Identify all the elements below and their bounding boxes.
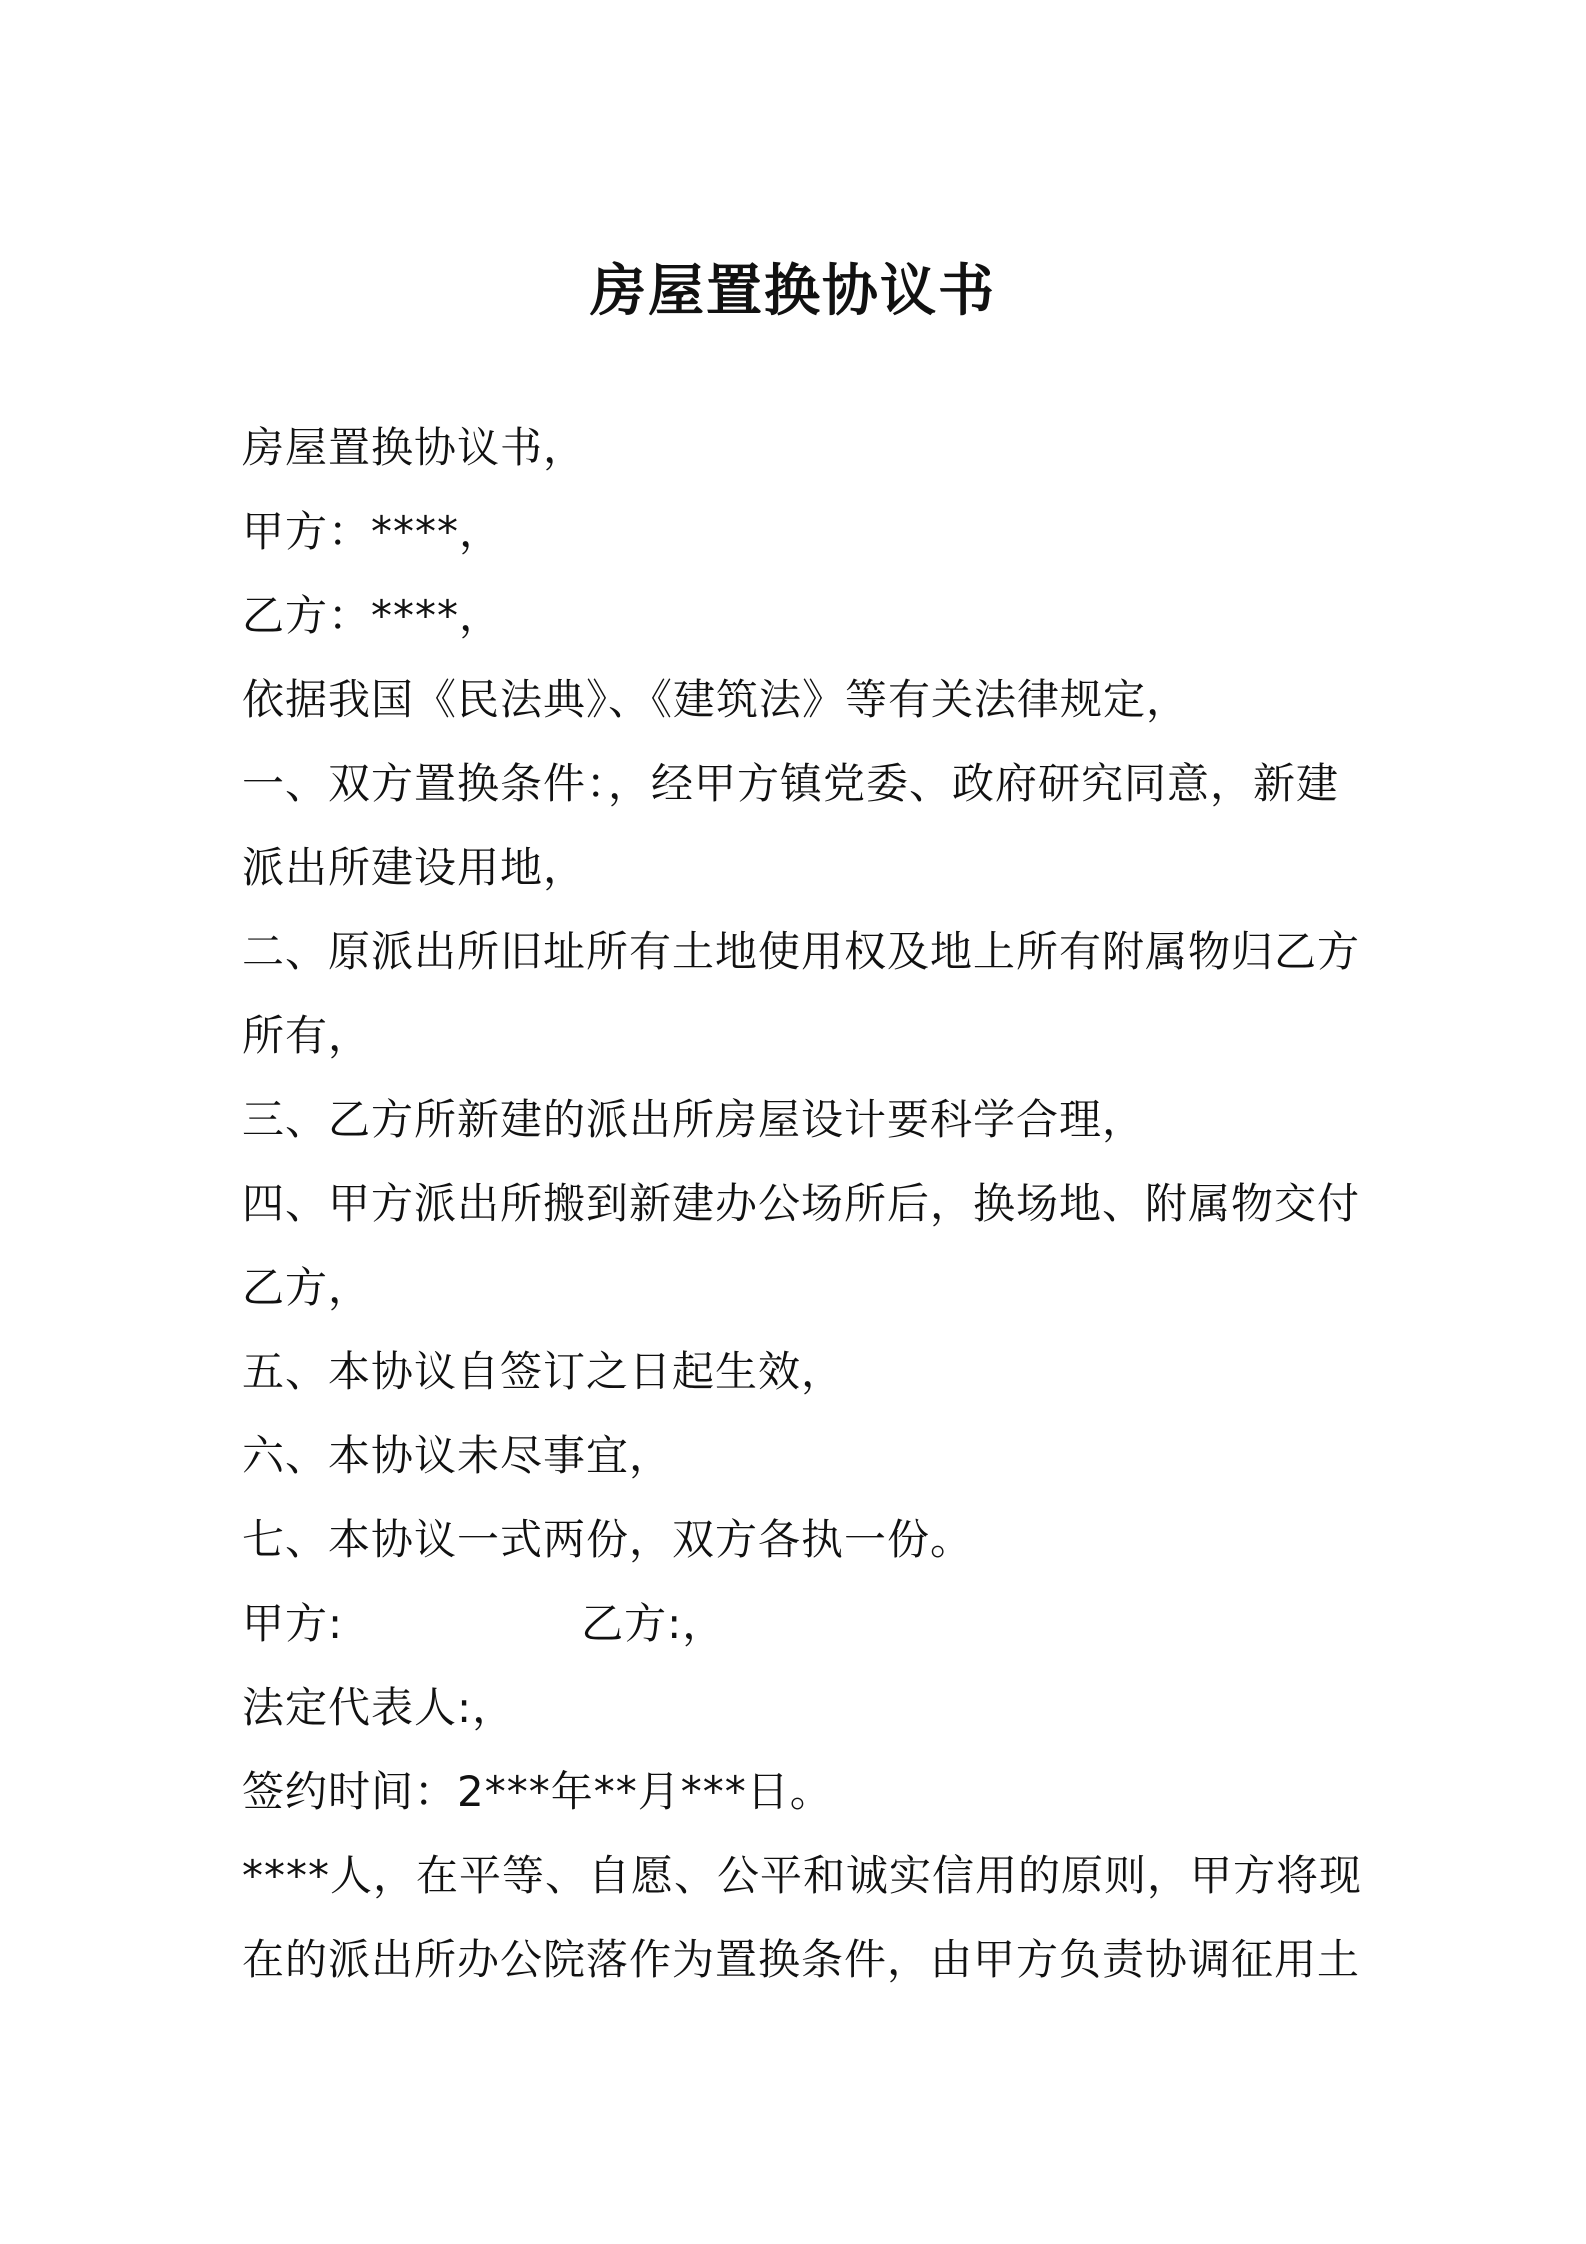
signature-party-b: 乙方:， — [581, 1599, 726, 1648]
clause-1-line: 一、双方置换条件：，经甲方镇党委、政府研究同意，新建 — [242, 759, 1340, 808]
clause-6-line: 六、本协议未尽事宜， — [242, 1431, 673, 1480]
document-body — [242, 406, 1362, 2002]
clause-4-continued: 乙方， — [242, 1263, 372, 1312]
clause-2-line: 二、原派出所旧址所有土地使用权及地上所有附属物归乙方 — [242, 927, 1361, 976]
clause-2-continued: 所有， — [242, 1011, 372, 1060]
signature-party-a: 甲方: — [242, 1599, 344, 1648]
party-b-line: 乙方：****， — [242, 591, 503, 640]
legal-representative-line: 法定代表人:， — [242, 1683, 516, 1732]
clause-7-line: 七、本协议一式两份，双方各执一份。 — [242, 1515, 974, 1564]
signing-date-line: 签约时间：2***年**月***日。 — [242, 1767, 833, 1816]
party-a-line: 甲方：****， — [242, 507, 503, 556]
document-title: 房屋置换协议书 — [590, 259, 996, 324]
signature-line — [242, 1582, 1362, 1666]
paragraph-line: 在的派出所办公院落作为置换条件，由甲方负责协调征用土 — [242, 1935, 1361, 1984]
clause-4-line: 四、甲方派出所搬到新建办公场所后，换场地、附属物交付 — [242, 1179, 1361, 1228]
clause-3-line: 三、乙方所新建的派出所房屋设计要科学合理， — [242, 1095, 1146, 1144]
clause-5-line: 五、本协议自签订之日起生效， — [242, 1347, 845, 1396]
paragraph-line: 房屋置换协议书， — [242, 423, 587, 472]
paragraph-line: 依据我国《民法典》、《建筑法》等有关法律规定， — [242, 675, 1190, 724]
paragraph-line: ****人，在平等、自愿、公平和诚实信用的原则，甲方将现 — [242, 1851, 1362, 1900]
clause-1-continued: 派出所建设用地， — [242, 843, 587, 892]
